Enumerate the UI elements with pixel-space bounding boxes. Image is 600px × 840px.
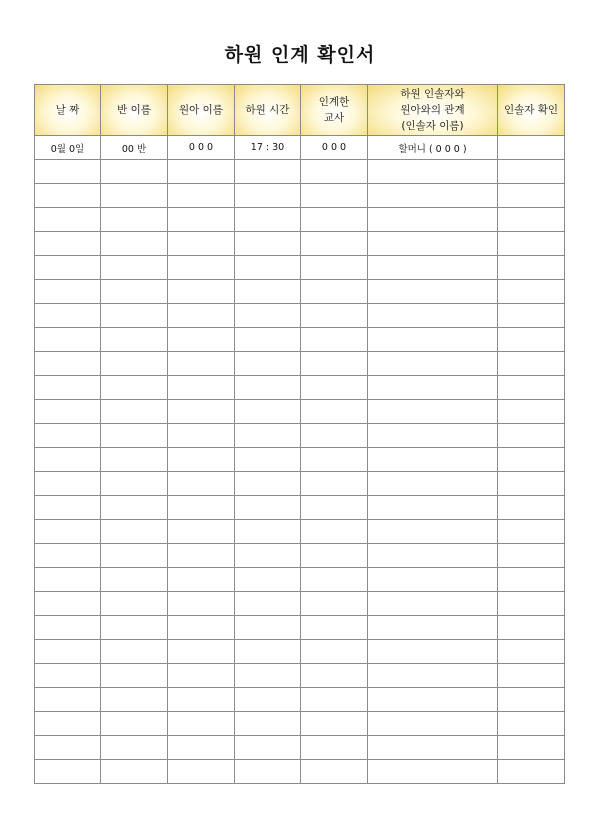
table-cell-date[interactable] xyxy=(35,472,101,496)
table-cell-pickup-time[interactable] xyxy=(235,376,301,400)
table-cell-class-name[interactable] xyxy=(101,448,168,472)
table-cell-guardian-confirm[interactable] xyxy=(498,208,565,232)
table-cell-pickup-time[interactable] xyxy=(235,352,301,376)
table-cell-child-name[interactable] xyxy=(168,712,235,736)
table-cell-date[interactable] xyxy=(35,352,101,376)
column-header-class-name xyxy=(101,85,168,136)
table-cell-guardian-relation[interactable] xyxy=(368,568,498,592)
table-cell-date[interactable] xyxy=(35,424,101,448)
table-cell-pickup-time[interactable] xyxy=(235,616,301,640)
table-row xyxy=(35,208,565,232)
table-cell-class-name[interactable] xyxy=(101,304,168,328)
table-cell-pickup-time[interactable] xyxy=(235,160,301,184)
table-cell-child-name[interactable] xyxy=(168,208,235,232)
table-cell-class-name[interactable]: 00 반 xyxy=(101,136,168,160)
table-cell-pickup-time[interactable] xyxy=(235,568,301,592)
column-header-child-name xyxy=(168,85,235,136)
table-cell-guardian-relation[interactable] xyxy=(368,376,498,400)
table-cell-handover-teacher[interactable] xyxy=(301,400,368,424)
table-cell-handover-teacher[interactable] xyxy=(301,376,368,400)
table-cell-child-name[interactable] xyxy=(168,568,235,592)
table-cell-class-name[interactable] xyxy=(101,592,168,616)
table-cell-child-name[interactable] xyxy=(168,376,235,400)
table-cell-guardian-confirm[interactable] xyxy=(498,520,565,544)
table-cell-pickup-time[interactable] xyxy=(235,304,301,328)
table-cell-class-name[interactable] xyxy=(101,160,168,184)
table-cell-child-name[interactable] xyxy=(168,448,235,472)
table-cell-handover-teacher[interactable] xyxy=(301,664,368,688)
table-cell-pickup-time[interactable] xyxy=(235,664,301,688)
table-cell-pickup-time[interactable] xyxy=(235,448,301,472)
table-cell-handover-teacher[interactable] xyxy=(301,760,368,784)
table-cell-child-name[interactable]: 0 0 0 xyxy=(168,136,235,160)
table-cell-child-name[interactable] xyxy=(168,544,235,568)
table-cell-date[interactable] xyxy=(35,256,101,280)
table-cell-handover-teacher[interactable] xyxy=(301,352,368,376)
table-cell-guardian-confirm[interactable] xyxy=(498,496,565,520)
table-cell-handover-teacher[interactable] xyxy=(301,736,368,760)
table-row xyxy=(35,376,565,400)
table-row xyxy=(35,496,565,520)
table-cell-date[interactable] xyxy=(35,760,101,784)
table-row xyxy=(35,544,565,568)
table-cell-guardian-confirm[interactable] xyxy=(498,280,565,304)
table-cell-date[interactable] xyxy=(35,664,101,688)
table-row xyxy=(35,400,565,424)
table-cell-class-name[interactable] xyxy=(101,736,168,760)
table-cell-handover-teacher[interactable] xyxy=(301,592,368,616)
table-cell-guardian-relation[interactable] xyxy=(368,328,498,352)
table-cell-guardian-relation[interactable] xyxy=(368,424,498,448)
table-cell-child-name[interactable] xyxy=(168,616,235,640)
table-cell-guardian-confirm[interactable] xyxy=(498,376,565,400)
table-cell-child-name[interactable] xyxy=(168,496,235,520)
table-cell-date[interactable]: 0월 0일 xyxy=(35,136,101,160)
table-cell-guardian-confirm[interactable] xyxy=(498,712,565,736)
table-cell-class-name[interactable] xyxy=(101,328,168,352)
table-cell-handover-teacher[interactable] xyxy=(301,472,368,496)
table-cell-pickup-time[interactable] xyxy=(235,256,301,280)
table-cell-child-name[interactable] xyxy=(168,256,235,280)
table-cell-guardian-confirm[interactable] xyxy=(498,760,565,784)
table-cell-date[interactable] xyxy=(35,376,101,400)
table-cell-guardian-confirm[interactable] xyxy=(498,568,565,592)
table-cell-guardian-confirm[interactable] xyxy=(498,736,565,760)
table-cell-guardian-confirm[interactable] xyxy=(498,640,565,664)
table-cell-guardian-confirm[interactable] xyxy=(498,592,565,616)
table-cell-handover-teacher[interactable] xyxy=(301,256,368,280)
table-cell-handover-teacher[interactable] xyxy=(301,160,368,184)
table-cell-guardian-confirm[interactable] xyxy=(498,256,565,280)
table-cell-handover-teacher[interactable] xyxy=(301,304,368,328)
table-cell-date[interactable] xyxy=(35,400,101,424)
table-row xyxy=(35,472,565,496)
table-row xyxy=(35,232,565,256)
table-cell-guardian-relation[interactable] xyxy=(368,448,498,472)
table-cell-pickup-time[interactable] xyxy=(235,184,301,208)
table-cell-date[interactable] xyxy=(35,568,101,592)
table-cell-guardian-relation[interactable] xyxy=(368,280,498,304)
column-header-date xyxy=(35,85,101,136)
table-cell-guardian-confirm[interactable] xyxy=(498,136,565,160)
table-cell-guardian-relation[interactable] xyxy=(368,400,498,424)
table-cell-handover-teacher[interactable] xyxy=(301,568,368,592)
table-row xyxy=(35,520,565,544)
column-header-line: 인계한 xyxy=(318,96,350,108)
table-cell-guardian-relation[interactable] xyxy=(368,256,498,280)
table-cell-guardian-relation[interactable] xyxy=(368,184,498,208)
table-cell-pickup-time[interactable]: 17 : 30 xyxy=(235,136,301,160)
table-cell-pickup-time[interactable] xyxy=(235,400,301,424)
table-cell-guardian-confirm[interactable] xyxy=(498,424,565,448)
table-cell-pickup-time[interactable] xyxy=(235,280,301,304)
table-cell-guardian-confirm[interactable] xyxy=(498,352,565,376)
table-cell-handover-teacher[interactable] xyxy=(301,208,368,232)
table-cell-child-name[interactable] xyxy=(168,664,235,688)
table-header-row xyxy=(35,85,565,136)
table-cell-handover-teacher[interactable] xyxy=(301,520,368,544)
table-cell-guardian-confirm[interactable] xyxy=(498,184,565,208)
table-cell-date[interactable] xyxy=(35,640,101,664)
table-cell-class-name[interactable] xyxy=(101,472,168,496)
table-cell-guardian-confirm[interactable] xyxy=(498,544,565,568)
table-cell-guardian-confirm[interactable] xyxy=(498,232,565,256)
table-cell-guardian-relation[interactable] xyxy=(368,712,498,736)
table-cell-guardian-confirm[interactable] xyxy=(498,400,565,424)
handover-table xyxy=(34,84,565,784)
table-cell-handover-teacher[interactable]: 0 0 0 xyxy=(301,136,368,160)
column-header-line: 원아 이름 xyxy=(179,104,223,116)
table-cell-child-name[interactable] xyxy=(168,760,235,784)
table-row xyxy=(35,712,565,736)
table-cell-class-name[interactable] xyxy=(101,184,168,208)
table-cell-date[interactable] xyxy=(35,712,101,736)
table-cell-handover-teacher[interactable] xyxy=(301,328,368,352)
table-cell-class-name[interactable] xyxy=(101,616,168,640)
column-header-handover-teacher xyxy=(301,85,368,136)
table-cell-date[interactable] xyxy=(35,160,101,184)
table-cell-child-name[interactable] xyxy=(168,640,235,664)
table-cell-child-name[interactable] xyxy=(168,424,235,448)
table-cell-guardian-relation[interactable] xyxy=(368,544,498,568)
table-cell-date[interactable] xyxy=(35,448,101,472)
table-cell-class-name[interactable] xyxy=(101,640,168,664)
table-cell-class-name[interactable] xyxy=(101,232,168,256)
table-cell-child-name[interactable] xyxy=(168,232,235,256)
table-cell-guardian-relation[interactable] xyxy=(368,520,498,544)
table-cell-date[interactable] xyxy=(35,616,101,640)
table-cell-pickup-time[interactable] xyxy=(235,496,301,520)
table-cell-class-name[interactable] xyxy=(101,424,168,448)
table-cell-child-name[interactable] xyxy=(168,184,235,208)
column-header-guardian-relation xyxy=(368,85,498,136)
table-cell-guardian-relation[interactable] xyxy=(368,592,498,616)
table-cell-class-name[interactable] xyxy=(101,568,168,592)
table-row xyxy=(35,424,565,448)
table-row xyxy=(35,328,565,352)
table-cell-date[interactable] xyxy=(35,184,101,208)
table-row xyxy=(35,448,565,472)
table-cell-guardian-confirm[interactable] xyxy=(498,616,565,640)
table-cell-child-name[interactable] xyxy=(168,520,235,544)
table-row xyxy=(35,640,565,664)
table-cell-child-name[interactable] xyxy=(168,304,235,328)
table-cell-date[interactable] xyxy=(35,328,101,352)
table-cell-guardian-relation[interactable] xyxy=(368,760,498,784)
table-cell-pickup-time[interactable] xyxy=(235,520,301,544)
table-cell-class-name[interactable] xyxy=(101,712,168,736)
table-row xyxy=(35,304,565,328)
table-cell-date[interactable] xyxy=(35,304,101,328)
table-cell-class-name[interactable] xyxy=(101,544,168,568)
table-cell-date[interactable] xyxy=(35,496,101,520)
column-header-line: 하원 인솔자와 xyxy=(400,88,465,100)
column-header-line: (인솔자 이름) xyxy=(401,120,464,132)
table-cell-handover-teacher[interactable] xyxy=(301,544,368,568)
table-cell-guardian-relation[interactable] xyxy=(368,352,498,376)
table-cell-handover-teacher[interactable] xyxy=(301,640,368,664)
table-cell-child-name[interactable] xyxy=(168,280,235,304)
table-cell-date[interactable] xyxy=(35,736,101,760)
table-cell-child-name[interactable] xyxy=(168,400,235,424)
table-cell-guardian-relation[interactable] xyxy=(368,232,498,256)
table-row xyxy=(35,616,565,640)
table-row xyxy=(35,568,565,592)
table-cell-class-name[interactable] xyxy=(101,208,168,232)
table-cell-handover-teacher[interactable] xyxy=(301,496,368,520)
table-cell-child-name[interactable] xyxy=(168,688,235,712)
column-header-pickup-time xyxy=(235,85,301,136)
table-cell-handover-teacher[interactable] xyxy=(301,712,368,736)
table-cell-class-name[interactable] xyxy=(101,400,168,424)
table-cell-guardian-relation[interactable] xyxy=(368,472,498,496)
table-cell-guardian-relation[interactable] xyxy=(368,688,498,712)
table-cell-class-name[interactable] xyxy=(101,664,168,688)
table-cell-child-name[interactable] xyxy=(168,736,235,760)
table-cell-pickup-time[interactable] xyxy=(235,640,301,664)
table-cell-pickup-time[interactable] xyxy=(235,760,301,784)
table-row xyxy=(35,256,565,280)
table-cell-guardian-confirm[interactable] xyxy=(498,664,565,688)
table-cell-guardian-relation[interactable]: 할머니 ( 0 0 0 ) xyxy=(368,136,498,160)
table-cell-pickup-time[interactable] xyxy=(235,736,301,760)
table-cell-guardian-relation[interactable] xyxy=(368,664,498,688)
table-cell-guardian-relation[interactable] xyxy=(368,160,498,184)
table-cell-guardian-relation[interactable] xyxy=(368,496,498,520)
table-row xyxy=(35,352,565,376)
table-cell-pickup-time[interactable] xyxy=(235,592,301,616)
table-cell-guardian-relation[interactable] xyxy=(368,616,498,640)
table-cell-guardian-relation[interactable] xyxy=(368,736,498,760)
table-cell-guardian-confirm[interactable] xyxy=(498,328,565,352)
table-cell-child-name[interactable] xyxy=(168,160,235,184)
table-row xyxy=(35,592,565,616)
table-cell-guardian-confirm[interactable] xyxy=(498,688,565,712)
table-cell-pickup-time[interactable] xyxy=(235,232,301,256)
table-cell-class-name[interactable] xyxy=(101,256,168,280)
table-row xyxy=(35,160,565,184)
table-cell-date[interactable] xyxy=(35,280,101,304)
table-cell-child-name[interactable] xyxy=(168,352,235,376)
table-cell-guardian-confirm[interactable] xyxy=(498,304,565,328)
table-cell-class-name[interactable] xyxy=(101,688,168,712)
table-row xyxy=(35,280,565,304)
table-cell-class-name[interactable] xyxy=(101,376,168,400)
table-cell-handover-teacher[interactable] xyxy=(301,424,368,448)
table-row xyxy=(35,664,565,688)
table-cell-pickup-time[interactable] xyxy=(235,328,301,352)
column-header-line: 날 짜 xyxy=(55,104,80,116)
table-cell-handover-teacher[interactable] xyxy=(301,616,368,640)
table-cell-handover-teacher[interactable] xyxy=(301,232,368,256)
table-cell-class-name[interactable] xyxy=(101,352,168,376)
table-cell-pickup-time[interactable] xyxy=(235,688,301,712)
table-row xyxy=(35,736,565,760)
table-body xyxy=(35,136,565,784)
table-cell-child-name[interactable] xyxy=(168,472,235,496)
table-cell-guardian-confirm[interactable] xyxy=(498,448,565,472)
table-cell-date[interactable] xyxy=(35,232,101,256)
table-cell-guardian-relation[interactable] xyxy=(368,640,498,664)
table-cell-handover-teacher[interactable] xyxy=(301,688,368,712)
table-cell-class-name[interactable] xyxy=(101,520,168,544)
table-row xyxy=(35,688,565,712)
table-cell-class-name[interactable] xyxy=(101,760,168,784)
table-cell-date[interactable] xyxy=(35,520,101,544)
table-cell-pickup-time[interactable] xyxy=(235,712,301,736)
table-row xyxy=(35,136,565,160)
column-header-line: 하원 시간 xyxy=(245,104,290,116)
table-cell-date[interactable] xyxy=(35,544,101,568)
table-cell-pickup-time[interactable] xyxy=(235,544,301,568)
table-cell-guardian-relation[interactable] xyxy=(368,304,498,328)
page-title: 하원 인계 확인서 xyxy=(224,44,376,66)
table-cell-pickup-time[interactable] xyxy=(235,472,301,496)
table-cell-date[interactable] xyxy=(35,688,101,712)
column-header-line: 반 이름 xyxy=(117,104,151,116)
table-cell-handover-teacher[interactable] xyxy=(301,448,368,472)
table-cell-pickup-time[interactable] xyxy=(235,208,301,232)
table-cell-pickup-time[interactable] xyxy=(235,424,301,448)
table-cell-guardian-confirm[interactable] xyxy=(498,160,565,184)
table-cell-handover-teacher[interactable] xyxy=(301,280,368,304)
table-cell-guardian-relation[interactable] xyxy=(368,208,498,232)
column-header-line: 교사 xyxy=(323,112,345,124)
column-header-line: 인솔자 확인 xyxy=(503,104,559,116)
column-header-guardian-confirm xyxy=(498,85,565,136)
table-row xyxy=(35,184,565,208)
column-header-line: 원아와의 관계 xyxy=(400,104,465,116)
table-cell-child-name[interactable] xyxy=(168,328,235,352)
table-cell-child-name[interactable] xyxy=(168,592,235,616)
table-cell-date[interactable] xyxy=(35,208,101,232)
table-row xyxy=(35,760,565,784)
table-cell-class-name[interactable] xyxy=(101,496,168,520)
table-cell-date[interactable] xyxy=(35,592,101,616)
table-cell-class-name[interactable] xyxy=(101,280,168,304)
table-cell-guardian-confirm[interactable] xyxy=(498,472,565,496)
table-cell-handover-teacher[interactable] xyxy=(301,184,368,208)
